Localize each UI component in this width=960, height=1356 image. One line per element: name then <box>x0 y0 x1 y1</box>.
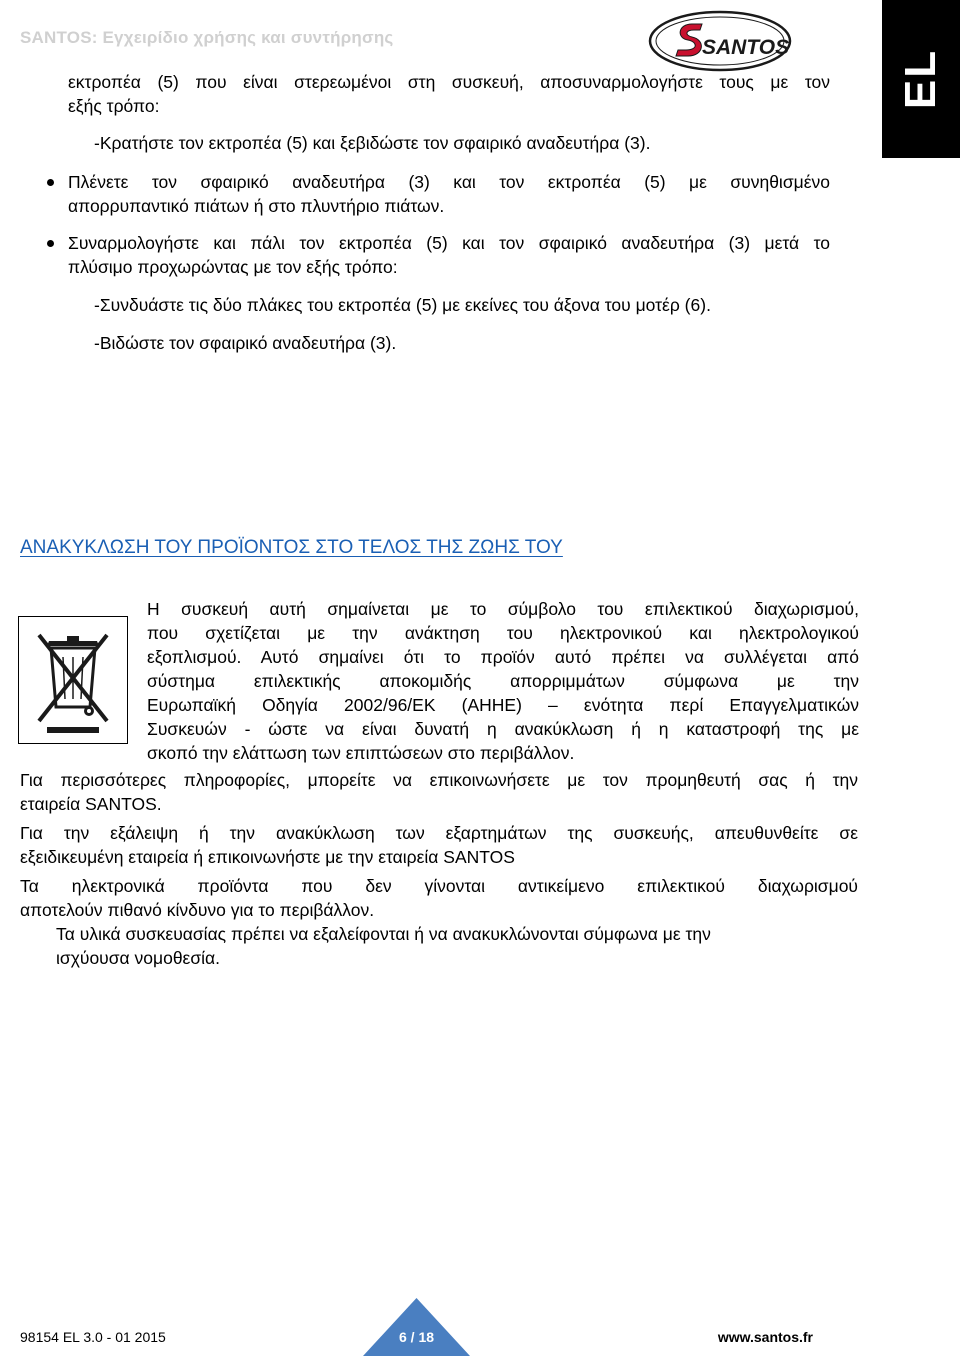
page-number: 6 / 18 <box>398 1329 435 1345</box>
bullet-1-line-2: απορρυπαντικό πιάτων ή στο πλυντήριο πιάτων. <box>68 196 445 216</box>
recycling-paragraph-line: Η συσκευή αυτή σημαίνεται με το σύμβολο του επιλεκτικού διαχωρισμού, <box>147 599 859 619</box>
bullet-1 <box>47 179 54 186</box>
recycling-paragraph-line: Συσκευών - ώστε να είναι δυνατή η ανακύκλωση ή η καταστροφή της με <box>147 719 859 739</box>
recycling-paragraph-line: σύστημα επιλεκτικής αποκομιδής απορριμμάτων σύμφωνα με την <box>147 671 859 691</box>
logo-text: SANTOS <box>702 36 790 59</box>
packaging-line-1: Τα υλικά συσκευασίας πρέπει να εξαλείφονται ή να ανακυκλώνονται σύμφωνα με την <box>56 924 711 944</box>
header-title: SANTOS: Εγχειρίδιο χρήσης και συντήρησης <box>20 28 394 47</box>
bullet-2-line-2: πλύσιμο προχωρώντας με τον εξής τρόπο: <box>68 257 398 277</box>
language-tab <box>882 0 960 158</box>
recycling-paragraph-line: που σχετίζεται με την ανάκτηση του ηλεκτρονικού και ηλεκτρολογικού <box>147 623 859 643</box>
recycling-paragraph-line: σκοπό την ελάττωση των επιπτώσεων στο περιβάλλον. <box>147 743 575 763</box>
page-number-triangle <box>363 1298 470 1356</box>
info-line-1: Για περισσότερες πληροφορίες, μπορείτε να επικοινωνήσετε με τον προμηθευτή σας ή την <box>20 770 858 790</box>
crossed-out-wheelie-bin-icon <box>19 617 126 742</box>
recycling-paragraph-line: Ευρωπαϊκή Οδηγία 2002/96/ΕΚ (ΑΗΗΕ) – ενότητα περί Επαγγελματικών <box>147 695 859 715</box>
recycling-heading: ΑΝΑΚΥΚΛΩΣΗ ΤΟΥ ΠΡΟΪΟΝΤΟΣ ΣΤΟ ΤΕΛΟΣ ΤΗΣ ΖΩΗΣ ΤΟΥ <box>20 537 563 558</box>
website-link[interactable]: www.santos.fr <box>717 1329 813 1345</box>
parts-line-2: εξειδικευμένη εταιρεία ή επικοινωνήστε με την εταιρεία SANTOS <box>20 847 515 867</box>
intro-step-1: -Κρατήστε τον εκτροπέα (5) και ξεβιδώστε τον σφαιρικό αναδευτήρα (3). <box>94 133 651 153</box>
electronic-line-2: αποτελούν πιθανό κίνδυνο για το περιβάλλον. <box>20 900 375 920</box>
language-tab-label: EL <box>896 48 945 110</box>
weee-symbol-box <box>18 616 128 744</box>
bullet-2-step-2: -Βιδώστε τον σφαιρικό αναδευτήρα (3). <box>94 333 397 353</box>
bullet-2 <box>47 240 54 247</box>
intro-line-1: εκτροπέα (5) που είναι στερεωμένοι στη συσκευή, αποσυναρμολογήστε τους με τον <box>68 72 830 92</box>
bullet-2-line-1: Συναρμολογήστε και πάλι τον εκτροπέα (5) και τον σφαιρικό αναδευτήρα (3) μετά το <box>68 233 830 253</box>
bullet-1-line-1: Πλένετε τον σφαιρικό αναδευτήρα (3) και τον εκτροπέα (5) με συνηθισμένο <box>68 172 830 192</box>
electronic-line-1: Τα ηλεκτρονικά προϊόντα που δεν γίνονται αντικείμενο επιλεκτικού διαχωρισμού <box>20 876 858 896</box>
intro-line-2: εξής τρόπο: <box>68 96 160 116</box>
recycling-paragraph-line: εξοπλισμού. Αυτό σημαίνει ότι το προϊόν αυτό πρέπει να συλλέγεται από <box>147 647 859 667</box>
info-line-2: εταιρεία SANTOS. <box>20 794 162 814</box>
parts-line-1: Για την εξάλειψη ή την ανακύκλωση των εξαρτημάτων της συσκευής, απευθυνθείτε σε <box>20 823 858 843</box>
bullet-2-step-1: -Συνδυάστε τις δύο πλάκες του εκτροπέα (5) με εκείνες του άξονα του μοτέρ (6). <box>94 295 711 315</box>
doc-reference: 98154 EL 3.0 - 01 2015 <box>20 1329 166 1345</box>
packaging-line-2: ισχύουσα νομοθεσία. <box>56 948 221 968</box>
santos-logo <box>648 10 793 72</box>
